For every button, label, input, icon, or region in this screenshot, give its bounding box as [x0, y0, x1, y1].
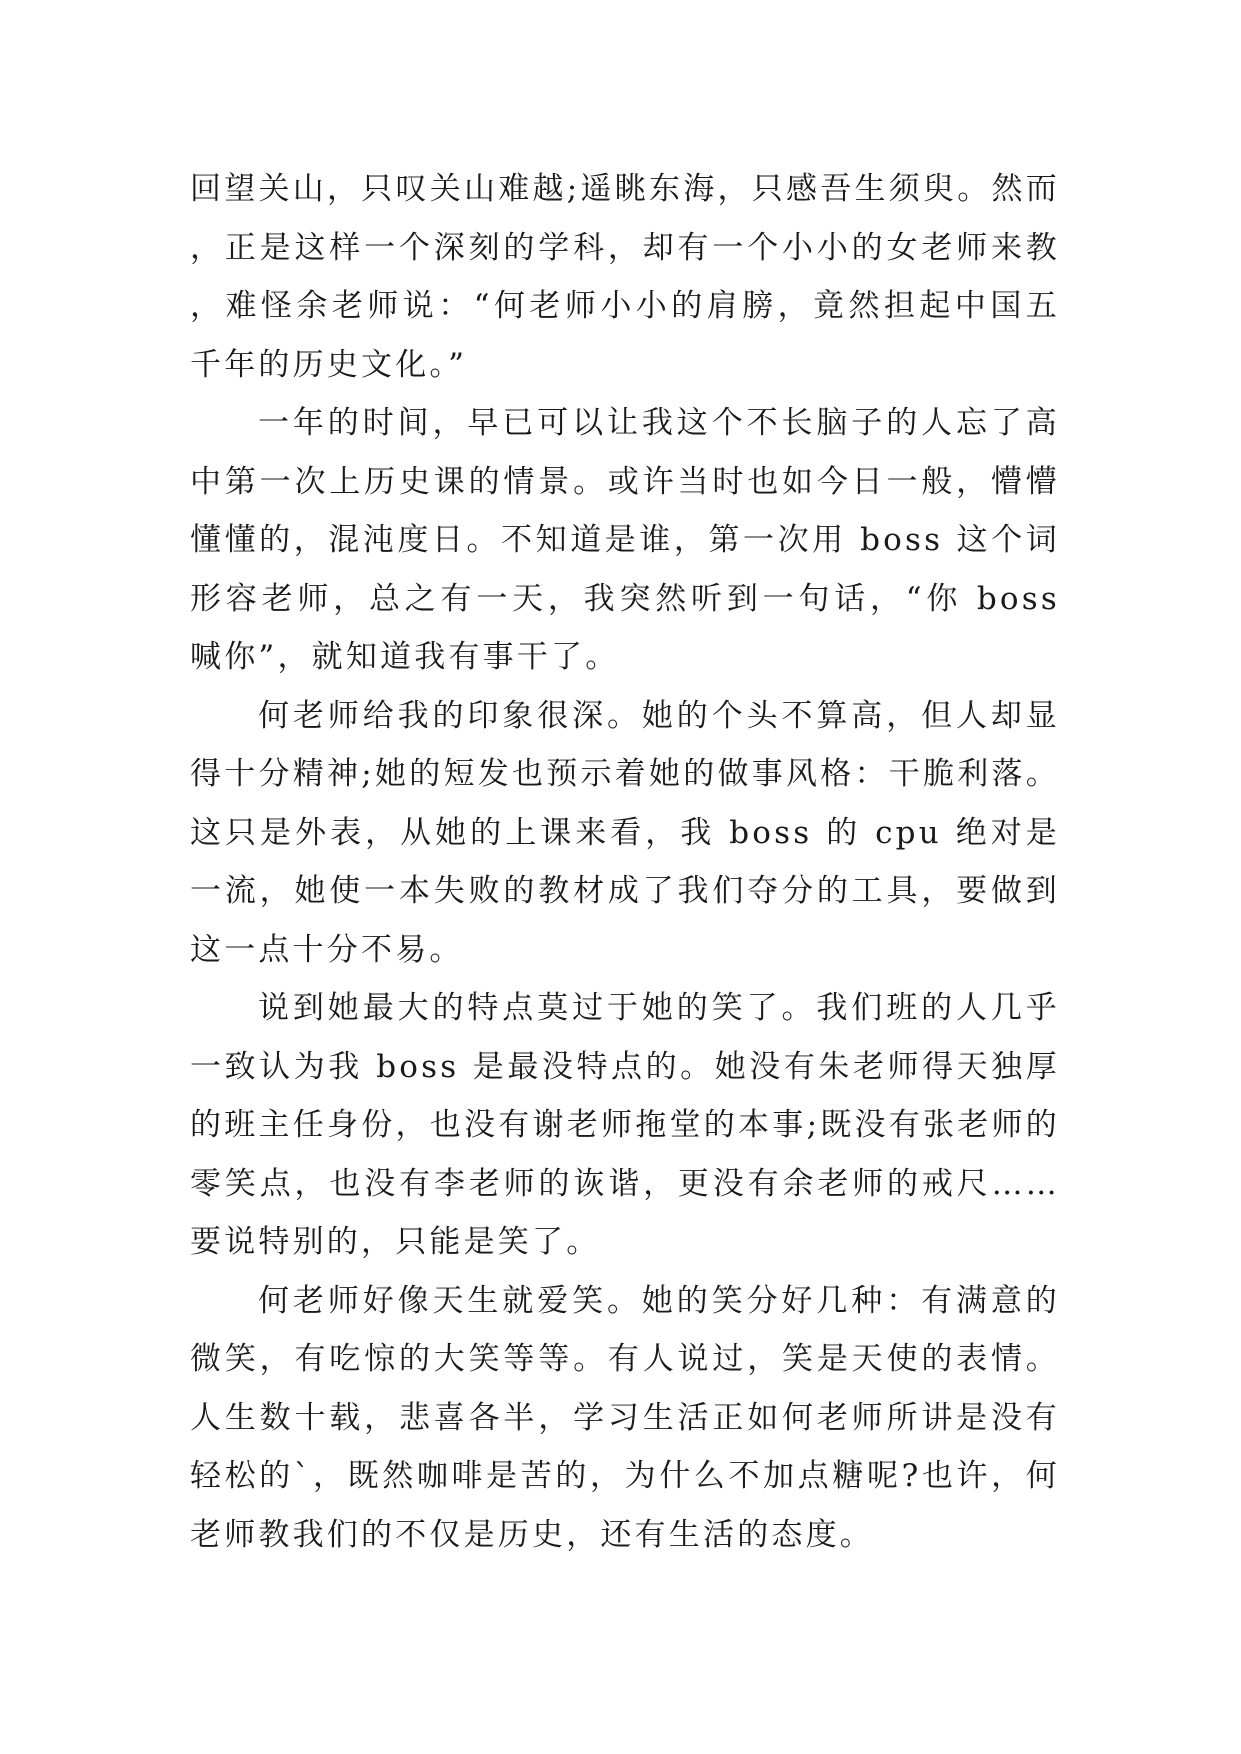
document-body: [190, 160, 1060, 1564]
paragraph-5: 何老师好像天生就爱笑。她的笑分好几种：有满意的微笑，有吃惊的大笑等等。有人说过，笑是天使的表情。人生数十载，悲喜各半，学习生活正如何老师所讲是没有轻松的`，既然咖啡是苦的，为什么不加点糖呢?也许，何老师教我们的不仅是历史，还有生活的态度。: [190, 1282, 1060, 1553]
paragraph-1: 回望关山，只叹关山难越;遥眺东海，只感吾生须臾。然而，正是这样一个深刻的学科，却有一个小小的女老师来教，难怪余老师说：“何老师小小的肩膀，竟然担起中国五千年的历史文化。”: [190, 171, 1060, 383]
paragraph-4: 说到她最大的特点莫过于她的笑了。我们班的人几乎一致认为我 boss 是最没特点的。她没有朱老师得天独厚的班主任身份，也没有谢老师拖堂的本事;既没有张老师的零笑点，也没有李老师的诙谐，更没有余老师的戒尺……要说特别的，只能是笑了。: [190, 990, 1060, 1260]
paragraph-2: 一年的时间，早已可以让我这个不长脑子的人忘了高中第一次上历史课的情景。或许当时也如今日一般，懵懵懂懂的，混沌度日。不知道是谁，第一次用 boss 这个词形容老师，总之有一天，我突然听到一句话，“你 boss 喊你”，就知道我有事干了。: [190, 405, 1060, 675]
paragraph-3: 何老师给我的印象很深。她的个头不算高，但人却显得十分精神;她的短发也预示着她的做事风格：干脆利落。这只是外表，从她的上课来看，我 boss 的 cpu 绝对是一流，她使一本失败的教材成了我们夺分的工具，要做到这一点十分不易。: [190, 697, 1060, 968]
